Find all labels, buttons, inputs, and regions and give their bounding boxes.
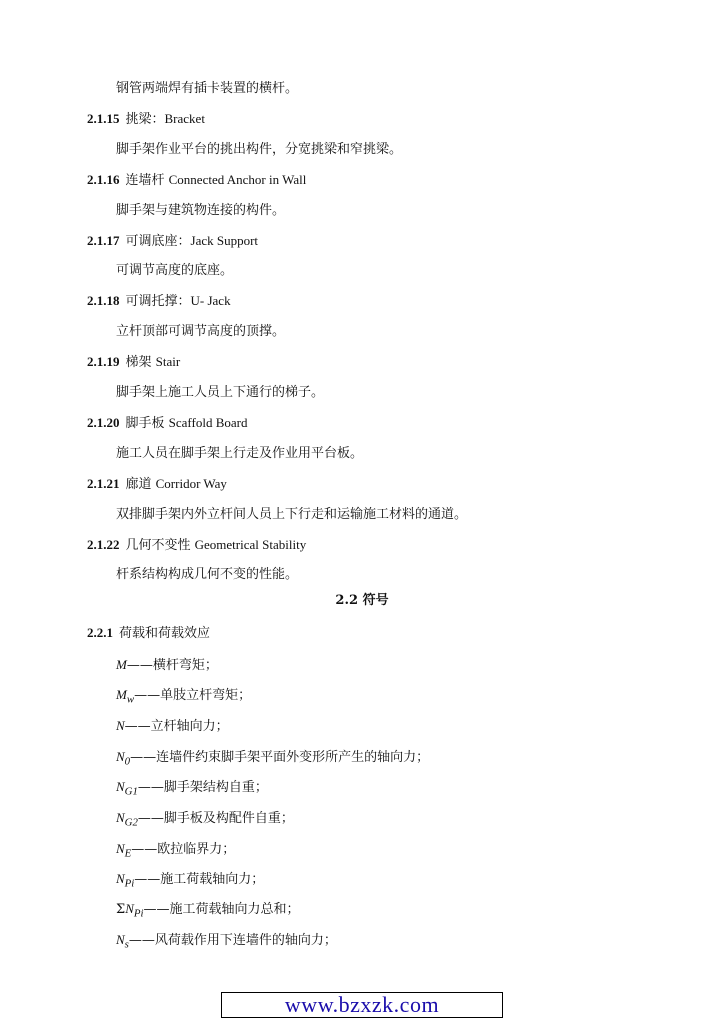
clause-heading	[87, 414, 247, 432]
symbol-subscript: 0	[124, 755, 131, 768]
clause-term: Jack Support	[190, 233, 259, 248]
clause-term: Corridor Way	[155, 476, 227, 491]
clause-number: 2.1.19	[87, 354, 120, 369]
symbol-definition	[116, 931, 337, 949]
clause-term: Stair	[155, 354, 181, 369]
symbol-description: ——立杆轴向力；	[124, 719, 229, 734]
clause-heading	[87, 171, 306, 189]
symbol-base: N	[116, 841, 125, 856]
symbol-subscript: w	[126, 693, 135, 706]
symbol-definition	[116, 778, 268, 796]
subsection-title: 荷载和荷载效应	[119, 626, 211, 641]
clause-number: 2.1.21	[87, 476, 120, 491]
clause-term: U- Jack	[190, 293, 231, 308]
clause-title: 可调托撑：	[125, 294, 191, 309]
symbol-definition	[116, 809, 294, 827]
symbol-subscript: G1	[124, 785, 138, 798]
symbol-definition	[116, 656, 218, 674]
clause-title: 可调底座：	[125, 234, 191, 249]
clause-title: 连墙杆	[125, 173, 169, 188]
clause-heading	[87, 536, 306, 554]
clause-number: 2.1.15	[87, 111, 120, 126]
clause-heading	[87, 292, 231, 310]
subsection-heading	[87, 624, 210, 642]
clause-title: 脚手板	[125, 416, 169, 431]
clause-description: 杆系结构构成几何不变的性能。	[116, 567, 299, 582]
clause-description: 立杆顶部可调节高度的顶撑。	[116, 324, 286, 339]
symbol-description: ——施工荷载轴向力；	[134, 872, 265, 887]
clause-description: 脚手架作业平台的挑出构件，分宽挑梁和窄挑梁。	[116, 142, 403, 157]
symbol-description: ——脚手架结构自重；	[137, 780, 268, 795]
symbol-subscript: s	[124, 938, 129, 951]
section-title: 2.2 符号	[335, 593, 389, 608]
clause-heading	[87, 353, 180, 371]
symbol-description: ——脚手板及构配件自重；	[137, 811, 294, 826]
symbol-description: ——横杆弯矩；	[126, 658, 218, 673]
symbol-definition	[116, 840, 235, 858]
clause-number: 2.1.18	[87, 293, 120, 308]
clause-number: 2.1.20	[87, 415, 120, 430]
clause-heading	[87, 475, 227, 493]
symbol-subscript: Pi	[124, 877, 135, 890]
symbol-subscript: G2	[124, 816, 138, 829]
clause-term: Geometrical Stability	[194, 537, 307, 552]
clause-title: 梯架	[125, 355, 156, 370]
symbol-base: N	[116, 749, 125, 764]
clause-title: 几何不变性	[125, 538, 195, 553]
symbol-base: N	[116, 718, 125, 733]
symbol-subscript: E	[124, 847, 132, 860]
symbol-base: N	[116, 871, 125, 886]
symbol-base: M	[116, 687, 127, 702]
symbol-base: N	[125, 901, 134, 916]
clause-term: Scaffold Board	[168, 415, 248, 430]
symbol-description: ——单肢立杆弯矩；	[134, 688, 252, 703]
intro-line: 钢管两端焊有插卡装置的横杆。	[116, 81, 299, 96]
symbol-description: ——施工荷载轴向力总和；	[143, 902, 300, 917]
clause-title: 廊道	[125, 477, 156, 492]
clause-description: 可调节高度的底座。	[116, 263, 234, 278]
symbol-base: M	[116, 657, 127, 672]
clause-description: 施工人员在脚手架上行走及作业用平台板。	[116, 446, 364, 461]
clause-number: 2.1.17	[87, 233, 120, 248]
clause-term: Bracket	[164, 111, 205, 126]
symbol-definition	[116, 900, 300, 918]
clause-heading	[87, 110, 205, 128]
footer-url-box	[221, 992, 503, 1018]
clause-description: 脚手架上施工人员上下通行的梯子。	[116, 385, 325, 400]
symbol-definition	[116, 686, 251, 704]
symbol-subscript: Pi	[133, 907, 144, 920]
symbol-definition	[116, 717, 229, 735]
symbol-description: ——连墙件约束脚手架平面外变形所产生的轴向力；	[130, 750, 430, 765]
symbol-base: N	[116, 932, 125, 947]
clause-number: 2.1.22	[87, 537, 120, 552]
symbol-description: ——欧拉临界力；	[131, 842, 236, 857]
symbol-definition	[116, 748, 429, 766]
clause-term: Connected Anchor in Wall	[168, 172, 307, 187]
clause-description: 脚手架与建筑物连接的构件。	[116, 203, 286, 218]
symbol-prefix: Σ	[116, 902, 126, 917]
clause-number: 2.1.16	[87, 172, 120, 187]
symbol-description: ——风荷载作用下连墙件的轴向力；	[128, 933, 337, 948]
footer-url[interactable]: www.bzxzk.com	[284, 992, 440, 1017]
clause-title: 挑梁：	[125, 112, 165, 127]
symbol-definition	[116, 870, 264, 888]
symbol-base: N	[116, 779, 125, 794]
subsection-number: 2.2.1	[87, 625, 113, 640]
clause-description: 双排脚手架内外立杆间人员上下行走和运输施工材料的通道。	[116, 507, 468, 522]
symbol-base: N	[116, 810, 125, 825]
clause-heading	[87, 232, 258, 250]
